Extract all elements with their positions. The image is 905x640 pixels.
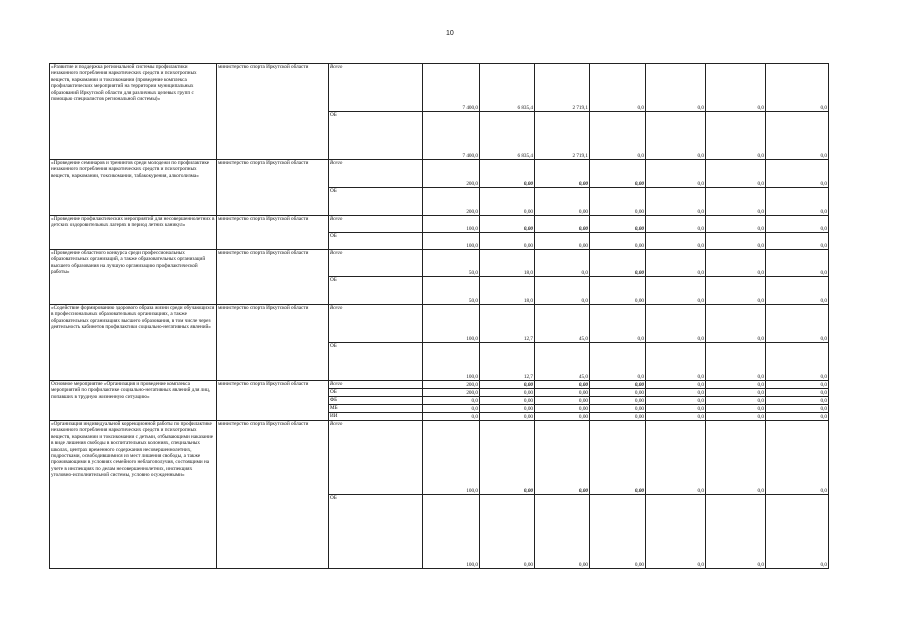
funding-source-cell: ОБ (329, 188, 423, 216)
table-row (50, 250, 829, 277)
amount-cell: 100,0 (423, 233, 480, 250)
amount-cell: 12,7 (480, 305, 535, 343)
amount-cell: 0,00 (480, 405, 535, 413)
amount-cell: 0,0 (423, 397, 480, 405)
executor-cell: министерство спорта Иркутской области (217, 160, 329, 216)
amount-cell: 0,0 (590, 343, 646, 381)
amount-cell: 0,0 (646, 405, 706, 413)
amount-cell: 0,00 (480, 188, 535, 216)
amount-cell: 0,00 (590, 250, 646, 277)
amount-cell: 0,0 (535, 250, 590, 277)
amount-cell: 0,00 (590, 421, 646, 495)
amount-cell: 0,00 (480, 495, 535, 569)
funding-source-cell: ОБ (329, 389, 423, 397)
amount-cell: 0,0 (423, 405, 480, 413)
amount-cell: 0,00 (535, 421, 590, 495)
amount-cell: 2 719,1 (535, 112, 590, 160)
funding-source-cell: Всего (329, 64, 423, 112)
table-row (50, 421, 829, 495)
amount-cell: 0,0 (766, 389, 829, 397)
funding-source-cell: ФБ (329, 397, 423, 405)
amount-cell: 200,0 (423, 160, 480, 188)
amount-cell: 0,00 (480, 421, 535, 495)
funding-source-cell: ИИ (329, 413, 423, 421)
funding-source-cell: Всего (329, 421, 423, 495)
amount-cell: 0,0 (535, 277, 590, 305)
amount-cell: 0,00 (535, 389, 590, 397)
amount-cell: 0,0 (766, 250, 829, 277)
amount-cell: 0,00 (480, 233, 535, 250)
amount-cell: 0,00 (480, 397, 535, 405)
amount-cell: 0,0 (766, 405, 829, 413)
amount-cell: 7 400,0 (423, 64, 480, 112)
funding-source-cell: Всего (329, 250, 423, 277)
executor-cell: министерство спорта Иркутской области (217, 421, 329, 569)
funding-source-cell: ОБ (329, 495, 423, 569)
amount-cell: 100,0 (423, 216, 480, 233)
amount-cell: 0,0 (646, 305, 706, 343)
executor-cell: министерство спорта Иркутской области (217, 381, 329, 421)
amount-cell: 0,0 (706, 250, 766, 277)
amount-cell: 0,00 (535, 188, 590, 216)
funding-source-cell: ОБ (329, 277, 423, 305)
executor-cell: министерство спорта Иркутской области (217, 305, 329, 381)
amount-cell: 0,00 (590, 389, 646, 397)
amount-cell: 100,0 (423, 343, 480, 381)
amount-cell: 7 400,0 (423, 112, 480, 160)
amount-cell: 0,0 (646, 250, 706, 277)
amount-cell: 0,00 (535, 216, 590, 233)
amount-cell: 0,00 (535, 405, 590, 413)
amount-cell: 0,0 (766, 277, 829, 305)
funding-source-cell: Всего (329, 381, 423, 389)
table-row (50, 64, 829, 112)
amount-cell: 0,0 (646, 397, 706, 405)
amount-cell: 200,0 (423, 381, 480, 389)
event-name-cell: «Проведение областного конкурса среди профессиональных образовательных организаций, а также образовательных организаций высшего образования на лучшую организацию профилактической работы» (50, 250, 217, 305)
amount-cell: 0,0 (646, 277, 706, 305)
amount-cell: 0,0 (766, 188, 829, 216)
amount-cell: 0,0 (646, 64, 706, 112)
amount-cell: 45,0 (535, 305, 590, 343)
amount-cell: 45,0 (535, 343, 590, 381)
amount-cell: 18,0 (480, 277, 535, 305)
amount-cell: 6 835,4 (480, 112, 535, 160)
amount-cell: 0,0 (706, 343, 766, 381)
funding-source-cell: ОБ (329, 233, 423, 250)
amount-cell: 0,00 (535, 495, 590, 569)
page-number: 10 (446, 30, 454, 37)
amount-cell: 0,0 (590, 64, 646, 112)
amount-cell: 0,0 (766, 343, 829, 381)
amount-cell: 0,0 (706, 397, 766, 405)
amount-cell: 0,00 (590, 188, 646, 216)
amount-cell: 100,0 (423, 305, 480, 343)
event-name-cell: «Проведение профилактических мероприятий для несовершеннолетних в детских оздоровительных лагерях в период летних каникул» (50, 216, 217, 250)
amount-cell: 0,0 (706, 413, 766, 421)
amount-cell: 0,00 (590, 405, 646, 413)
amount-cell: 0,00 (535, 233, 590, 250)
funding-source-cell: МБ (329, 405, 423, 413)
amount-cell: 0,0 (766, 495, 829, 569)
amount-cell: 0,00 (590, 495, 646, 569)
amount-cell: 2 719,1 (535, 64, 590, 112)
amount-cell: 12,7 (480, 343, 535, 381)
amount-cell: 0,00 (535, 413, 590, 421)
amount-cell: 50,0 (423, 250, 480, 277)
amount-cell: 100,0 (423, 495, 480, 569)
amount-cell: 0,00 (535, 397, 590, 405)
amount-cell: 0,00 (480, 381, 535, 389)
amount-cell: 0,00 (480, 389, 535, 397)
amount-cell: 0,0 (646, 381, 706, 389)
amount-cell: 0,0 (646, 188, 706, 216)
amount-cell: 0,0 (646, 160, 706, 188)
amount-cell: 0,0 (646, 343, 706, 381)
amount-cell: 0,00 (590, 160, 646, 188)
amount-cell: 0,0 (706, 495, 766, 569)
amount-cell: 0,0 (766, 216, 829, 233)
amount-cell: 200,0 (423, 188, 480, 216)
amount-cell: 0,0 (706, 188, 766, 216)
amount-cell: 0,0 (646, 216, 706, 233)
amount-cell: 0,0 (646, 421, 706, 495)
funding-source-cell: Всего (329, 160, 423, 188)
event-name-cell: «Содействие формированию здорового образа жизни среди обучающихся в профессиональных образовательных организациях, а также образовательных организациях высшего образования, в том числе через деятельность кабинетов профилактики социально-негативных явлений» (50, 305, 217, 381)
amount-cell: 0,0 (766, 64, 829, 112)
amount-cell: 50,0 (423, 277, 480, 305)
amount-cell: 0,0 (706, 421, 766, 495)
amount-cell: 0,0 (766, 381, 829, 389)
amount-cell: 0,0 (646, 495, 706, 569)
amount-cell: 0,0 (766, 160, 829, 188)
amount-cell: 0,0 (706, 112, 766, 160)
amount-cell: 200,0 (423, 389, 480, 397)
event-name-cell: Основное мероприятие «Организация и проведение комплекса мероприятий по профилактике социально-негативных явлений для лиц, попавших в трудную жизненную ситуацию» (50, 381, 217, 421)
amount-cell: 0,00 (480, 160, 535, 188)
amount-cell: 0,00 (590, 381, 646, 389)
amount-cell: 100,0 (423, 421, 480, 495)
amount-cell: 0,0 (706, 381, 766, 389)
budget-table-body (50, 64, 829, 569)
amount-cell: 0,00 (535, 160, 590, 188)
table-row (50, 305, 829, 343)
budget-table (49, 63, 829, 569)
amount-cell: 0,0 (766, 305, 829, 343)
amount-cell: 0,00 (590, 413, 646, 421)
funding-source-cell: Всего (329, 216, 423, 233)
amount-cell: 0,00 (590, 397, 646, 405)
amount-cell: 0,00 (480, 413, 535, 421)
amount-cell: 0,0 (590, 112, 646, 160)
table-row (50, 216, 829, 233)
amount-cell: 0,0 (646, 233, 706, 250)
amount-cell: 0,0 (766, 233, 829, 250)
amount-cell: 0,0 (706, 64, 766, 112)
table-row (50, 160, 829, 188)
amount-cell: 0,00 (535, 381, 590, 389)
event-name-cell: «Организация индивидуальной коррекционной работы по профилактике незаконного потребления наркотических средств и психотропных веществ, наркомании и токсикомании с детьми, отбывающими наказание в виде лишения свободы в воспитательных колониях, специальных школах, центрах временного содержания несовершеннолетних, подростками, освободившимися из мест лишения свободы, а также проживающими в условиях семейного неблагополучия, состоящими на учете в инспекциях по делам несовершеннолетних, инспекциях уголовно-исполнительной системы, условно осужденными» (50, 421, 217, 569)
table-row (50, 381, 829, 389)
amount-cell: 0,0 (766, 397, 829, 405)
event-name-cell: «Развитие и поддержка региональной системы профилактики незаконного потребления наркотических средств и психотропных веществ, наркомании и токсикомании (проведение комплекса профилактических мероприятий на территории муниципальных образований Иркутской области для различных целевых групп с помощью специалистов региональной системы)» (50, 64, 217, 160)
amount-cell: 0,0 (646, 112, 706, 160)
amount-cell: 0,0 (706, 233, 766, 250)
amount-cell: 0,0 (590, 305, 646, 343)
amount-cell: 0,0 (646, 413, 706, 421)
amount-cell: 0,0 (706, 389, 766, 397)
amount-cell: 0,0 (766, 112, 829, 160)
amount-cell: 0,00 (590, 233, 646, 250)
amount-cell: 0,0 (706, 277, 766, 305)
funding-source-cell: ОБ (329, 112, 423, 160)
amount-cell: 0,0 (646, 389, 706, 397)
amount-cell: 0,0 (706, 216, 766, 233)
amount-cell: 0,00 (590, 216, 646, 233)
executor-cell: министерство спорта Иркутской области (217, 250, 329, 305)
amount-cell: 0,0 (706, 405, 766, 413)
event-name-cell: «Проведение семинаров и тренингов среди молодежи по профилактике незаконного потребления наркотических средств и психотропных веществ, наркомании, токсикомании, табакокурения, алкоголизма» (50, 160, 217, 216)
amount-cell: 0,00 (480, 216, 535, 233)
amount-cell: 0,0 (706, 160, 766, 188)
funding-source-cell: Всего (329, 305, 423, 343)
funding-source-cell: ОБ (329, 343, 423, 381)
amount-cell: 0,00 (590, 277, 646, 305)
amount-cell: 0,0 (706, 305, 766, 343)
amount-cell: 18,0 (480, 250, 535, 277)
executor-cell: министерство спорта Иркутской области (217, 216, 329, 250)
executor-cell: министерство спорта Иркутской области (217, 64, 329, 160)
amount-cell: 6 835,4 (480, 64, 535, 112)
amount-cell: 0,0 (766, 413, 829, 421)
amount-cell: 0,0 (423, 413, 480, 421)
amount-cell: 0,0 (766, 421, 829, 495)
